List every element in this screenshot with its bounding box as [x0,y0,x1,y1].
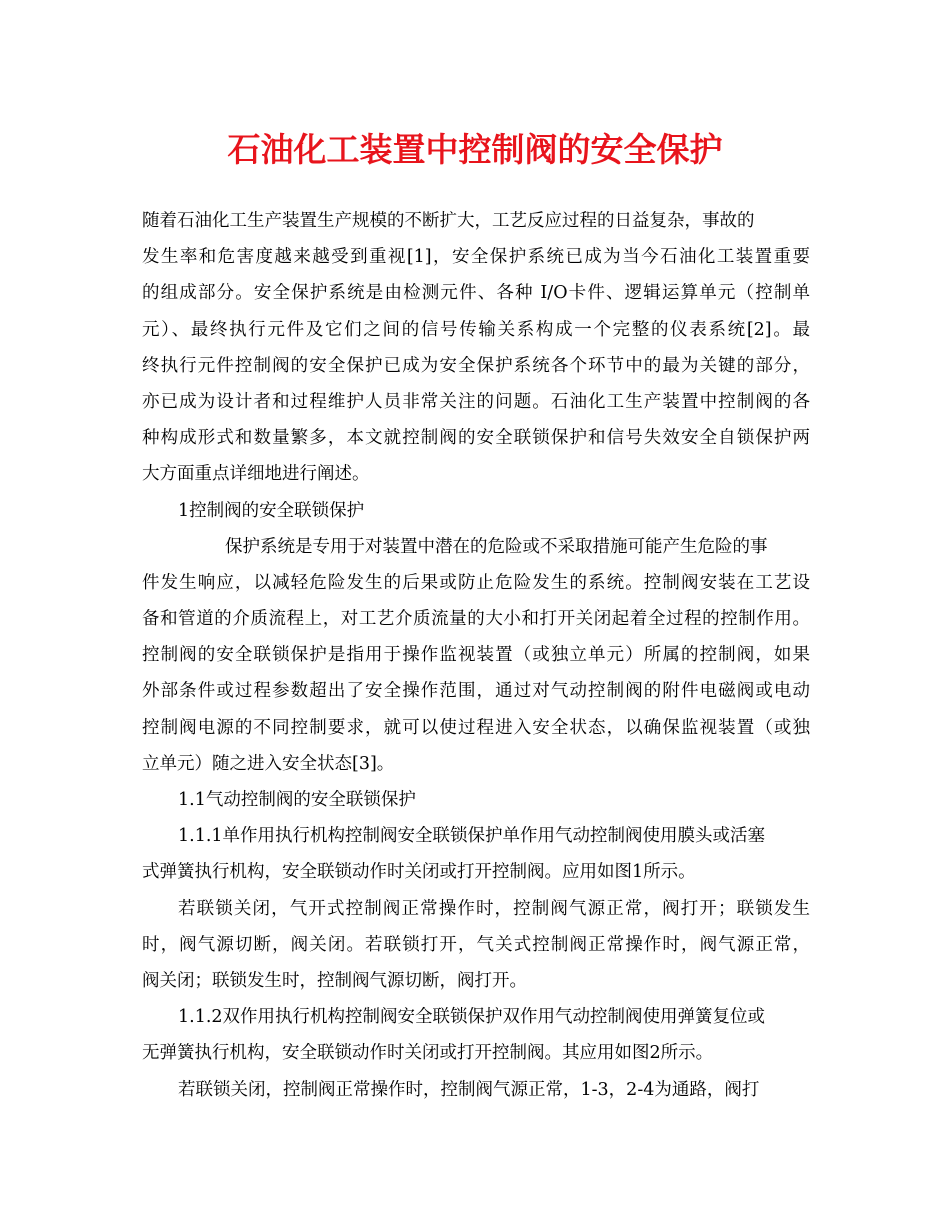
text-line: 阀关闭；联锁发生时，控制阀气源切断，阀打开。 [142,970,527,991]
page-title: 石油化工装置中控制阀的安全保护 [227,130,723,169]
text-line: 若联锁关闭，气开式控制阀正常操作时，控制阀气源正常，阀打开；联锁发生 [178,898,810,919]
text-line: 立单元）随之进入安全状态[3]。 [142,753,395,774]
text-line: 无弹簧执行机构，安全联锁动作时关闭或打开控制阀。其应用如图2所示。 [142,1043,714,1064]
text-line: 件发生响应，以减轻危险发生的后果或防止危险发生的系统。控制阀安装在工艺设 [142,572,810,593]
text-line: 元）、最终执行元件及它们之间的信号传输关系构成一个完整的仪表系统[2]。最 [142,319,810,340]
text-line: 1控制阀的安全联锁保护 [178,500,365,521]
text-line: 外部条件或过程参数超出了安全操作范围，通过对气动控制阀的附件电磁阀或电动 [142,681,810,702]
text-line: 亦已成为设计者和过程维护人员非常关注的问题。石油化工生产装置中控制阀的各 [142,391,810,412]
text-line: 终执行元件控制阀的安全保护已成为安全保护系统各个环节中的最为关键的部分， [142,355,810,376]
text-line: 的组成部分。安全保护系统是由检测元件、各种 I/O卡件、逻辑运算单元（控制单 [142,283,810,304]
text-line: 1.1.2双作用执行机构控制阀安全联锁保护双作用气动控制阀使用弹簧复位或 [178,1007,766,1028]
text-line: 备和管道的介质流程上，对工艺介质流量的大小和打开关闭起着全过程的控制作用。 [142,609,810,630]
text-line: 种构成形式和数量繁多，本文就控制阀的安全联锁保护和信号失效安全自锁保护两 [142,428,810,449]
text-line: 1.1气动控制阀的安全联锁保护 [178,790,416,810]
body-text [142,203,810,1108]
text-line: 式弹簧执行机构，安全联锁动作时关闭或打开控制阀。应用如图1所示。 [142,862,696,883]
text-line: 大方面重点详细地进行阐述。 [142,464,370,485]
text-line: 时，阀气源切断，阀关闭。若联锁打开，气关式控制阀正常操作时，阀气源正常， [142,934,810,955]
text-line: 发生率和危害度越来越受到重视[1]，安全保护系统已成为当今石油化工装置重要 [142,247,810,268]
text-line: 控制阀的安全联锁保护是指用于操作监视装置（或独立单元）所属的控制阀，如果 [142,645,810,666]
text-line: 随着石油化工生产装置生产规模的不断扩大，工艺反应过程的日益复杂，事故的 [142,211,755,231]
text-line: 若联锁关闭，控制阀正常操作时，控制阀气源正常，1-3，2-4为通路，阀打 [178,1079,760,1100]
text-line: 1.1.1单作用执行机构控制阀安全联锁保护单作用气动控制阀使用膜头或活塞 [178,826,766,847]
text-line: 控制阀电源的不同控制要求，就可以使过程进入安全状态，以确保监视装置（或独 [142,717,810,738]
text-line: 保护系统是专用于对装置中潜在的危险或不采取措施可能产生危险的事 [225,536,768,557]
